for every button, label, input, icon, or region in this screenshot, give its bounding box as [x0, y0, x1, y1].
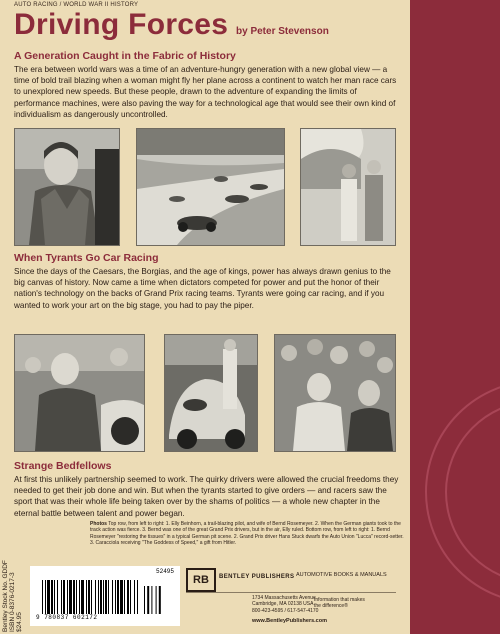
section-body-generation: The era between world wars was a time of an adventure-hungry generation with a new global view — a time of bold trail blazing when a woman might fly her plane across a continent to watch her man race cars to unexplored new speeds. But these people, drawn to the adventure of expanding the limits of performance machines, were also paving the way for a technological age that would see their own kind of individualism as dangerously uncontrolled. — [14, 65, 397, 119]
caption-label: Photos — [90, 521, 107, 527]
barcode-addon-bar — [147, 586, 149, 614]
section-body-bedfellows: At first this unlikely partnership seemed to work. The quirky drivers were allowed the crucial freedoms they needed to get their job done and win. But when the tyrants started to give orders — and racers saw the sport that was their whole life being taken over by the shams of politics — a whole new chapter in the eternal battle between talent and power began. — [14, 475, 399, 518]
barcode-bar — [117, 580, 119, 614]
barcode-addon-bar — [151, 586, 152, 614]
photo-race-track — [136, 128, 285, 246]
barcode-bar — [103, 580, 104, 614]
isbn-text: ISBN 0-8376-0217-3 — [9, 572, 16, 632]
barcode-bar — [130, 580, 131, 614]
barcode-bar — [137, 580, 138, 614]
barcode-bar — [124, 580, 125, 614]
section-body-tyrants: Since the days of the Caesars, the Borgias, and the age of kings, power has always drawn genius to the big canvas of history. Now came a time when dictators competed for power and put the honor of their nation's technology on the backs of Grand Prix racing teams. Tyrants were going car racing, and if you wanted to work your art on the big stage, you had to pay the piper. — [14, 267, 391, 310]
barcode-bar — [42, 580, 43, 614]
photo-auto-union-lucca — [164, 334, 258, 452]
publisher-url[interactable]: www.BentleyPublishers.com — [252, 618, 327, 624]
barcode-bar — [47, 580, 50, 614]
publisher-address — [252, 595, 318, 614]
barcode-bar — [120, 580, 123, 614]
price-text: $24.95 — [16, 612, 23, 632]
photo-captions — [90, 521, 408, 547]
barcode-bar — [95, 580, 96, 614]
barcode-bar — [112, 580, 113, 614]
barcode-bar — [134, 580, 135, 614]
caption-text: Top row, from left to right: 1. Elly Beinhorn, a trail-blazing pilot, and wife of Bernd Rosemeyer. 2. When the German giants took to the track action was fierce. 3. Bernd was one of the great Grand Prix drivers, but in the air, Elly ruled. Bottom row, from left to right: 1. Bernd Rosemeyer "restoring the tissues" in a typical German pit scene. 2. Grand Prix driver Hans Stuck dwarfs the Auto Union "Lucca" record-setter. 3. Caracciola receiving "The Goddess of Speed," a gift from Hitler. — [90, 521, 404, 547]
barcode-bar — [105, 580, 107, 614]
photo-caracciola-goddess — [274, 334, 396, 452]
publisher-name: BENTLEY PUBLISHERS — [219, 574, 295, 580]
photo-pit-scene — [14, 334, 145, 452]
decorative-sidebar — [410, 0, 500, 634]
barcode-bar — [81, 580, 84, 614]
photo-elly-beinhorn — [14, 128, 120, 246]
spine-info — [2, 540, 22, 632]
book-title: Driving Forces — [14, 8, 229, 41]
barcode-bar — [67, 580, 68, 614]
barcode-bar — [45, 580, 46, 614]
section-heading-generation: A Generation Caught in the Fabric of History — [14, 50, 236, 62]
section-heading-bedfellows: Strange Bedfellows — [14, 460, 112, 472]
publisher-block — [186, 566, 400, 626]
publisher-slogan — [314, 597, 365, 610]
photo-bernd-elly-plane — [300, 128, 396, 246]
publisher-tagline: AUTOMOTIVE BOOKS & MANUALS — [296, 572, 387, 578]
book-author: by Peter Stevenson — [236, 26, 329, 37]
barcode-bar — [61, 580, 62, 614]
barcode-bar — [73, 580, 75, 614]
slogan-line: the difference® — [314, 603, 348, 610]
address-line: Cambridge, MA 02138 USA — [252, 601, 314, 608]
barcode-bar — [127, 580, 129, 614]
address-line: 1734 Massachusetts Avenue — [252, 595, 316, 601]
stock-number: Bentley Stock No. GDDF — [2, 560, 9, 632]
barcode-bar — [108, 580, 109, 614]
barcode-bar — [54, 580, 55, 614]
section-heading-tyrants: When Tyrants Go Car Racing — [14, 252, 159, 264]
address-line: 800-423-4595 / 617-547-4170 — [252, 607, 319, 614]
slogan-line: Information that makes — [314, 597, 365, 603]
barcode-addon-bar — [144, 586, 145, 614]
barcode-number: 9 780837 602172 — [36, 614, 98, 621]
barcode-addon-bar — [159, 586, 161, 614]
barcode-addon-number: 52495 — [156, 568, 175, 575]
barcode-bar — [63, 580, 65, 614]
barcode-bar — [88, 580, 90, 614]
publisher-divider — [186, 592, 396, 593]
barcode-bar — [100, 580, 102, 614]
barcode-bar — [98, 580, 99, 614]
barcode-bar — [69, 580, 72, 614]
publisher-logo: RB — [186, 568, 216, 592]
barcode — [30, 566, 180, 626]
barcode-bars — [42, 580, 164, 614]
barcode-bar — [86, 580, 87, 614]
category-kicker: AUTO RACING / WORLD WAR II HISTORY — [14, 2, 139, 8]
barcode-addon-bar — [156, 586, 157, 614]
barcode-bar — [57, 580, 58, 614]
barcode-bar — [79, 580, 80, 614]
barcode-bar — [76, 580, 77, 614]
barcode-bar — [115, 580, 116, 614]
barcode-bar — [51, 580, 53, 614]
barcode-bar — [91, 580, 92, 614]
